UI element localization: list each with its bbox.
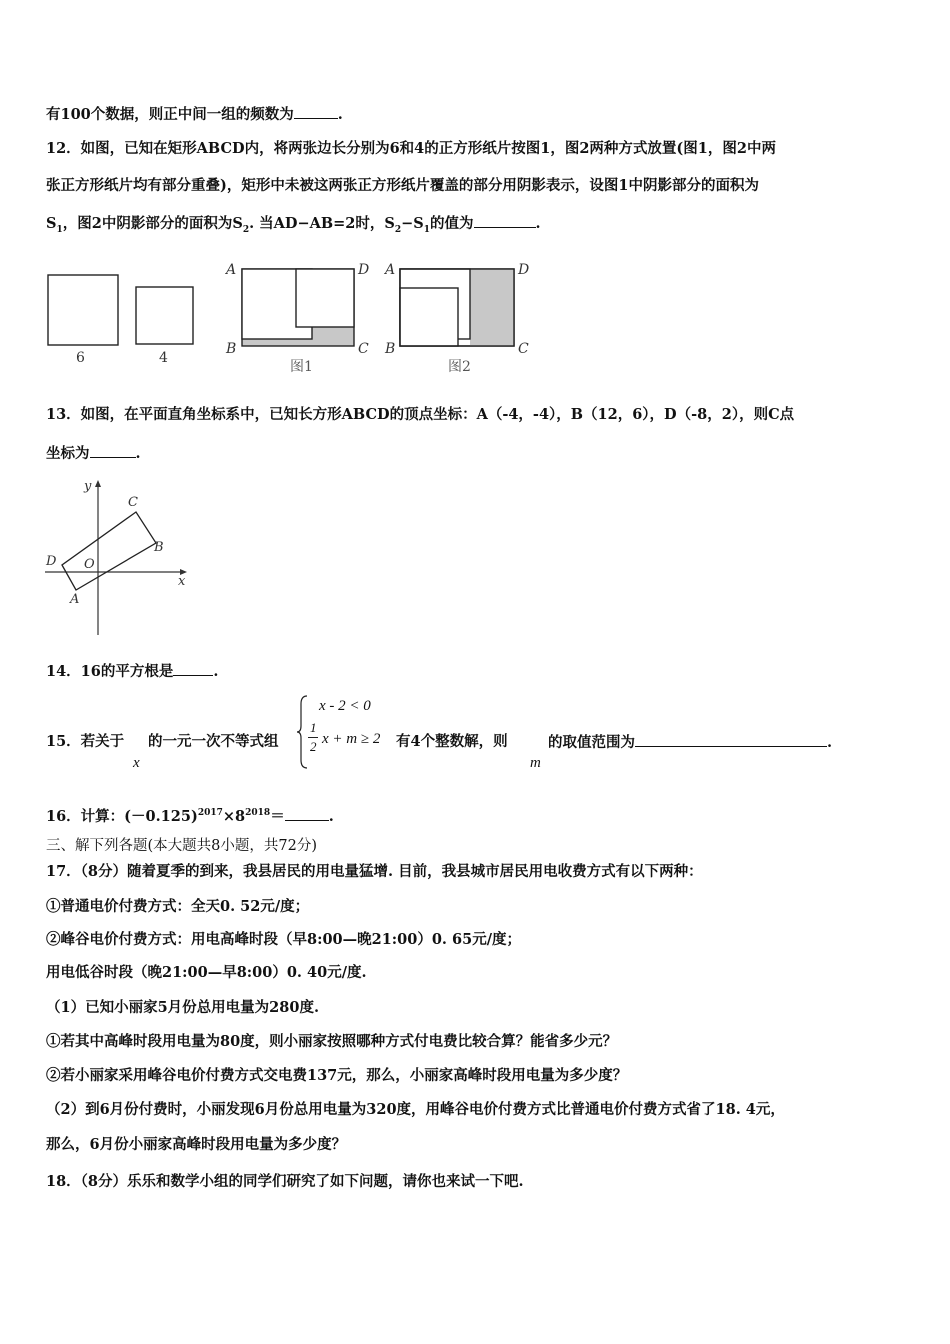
q15-fraction-denominator: 2 — [310, 739, 317, 754]
axis-label-x: x — [178, 574, 186, 589]
fig1-caption: 图1 — [290, 359, 313, 375]
section-3-heading: 三、解下列各题(本大题共8小题，共72分) — [46, 838, 317, 854]
point-label-A: A — [70, 592, 80, 607]
origin-label: O — [84, 557, 95, 572]
q16-mid: ×8 — [222, 807, 246, 825]
subscript: 1 — [423, 224, 431, 235]
axis-label-y: y — [84, 479, 92, 494]
q17-line6: ①若其中高峰时段用电量为80度，则小丽家按照哪种方式付电费比较合算？能省多少元？ — [46, 1033, 618, 1050]
q15-fraction-numerator: 1 — [310, 720, 317, 735]
q16-line — [46, 803, 334, 827]
fig2-square-4 — [400, 288, 458, 346]
answer-blank — [635, 732, 827, 747]
q15-inequality-2: x + m ≥ 2 — [322, 731, 381, 747]
answer-blank — [474, 213, 536, 228]
subscript: 2 — [242, 224, 250, 235]
q15-var-x: x — [133, 755, 140, 771]
s-symbol: S — [46, 215, 57, 232]
q17-line7: ②若小丽家采用峰谷电价付费方式交电费137元，那么，小丽家高峰时段用电量为多少度？ — [46, 1067, 628, 1084]
q16-prefix: 16．计算：(－0.125) — [46, 807, 198, 825]
q12-text-c: . 当AD−AB=2时，S — [249, 215, 395, 232]
q15-system-brace — [297, 694, 309, 770]
fig2-vertex-D: D — [518, 262, 530, 278]
fig2-vertex-A: A — [385, 262, 396, 278]
point-label-B: B — [154, 540, 164, 555]
q15-inequality-1: x - 2 < 0 — [319, 698, 371, 714]
q17-line9: 那么，6月份小丽家高峰时段用电量为多少度？ — [46, 1136, 347, 1153]
square-4-label: 4 — [159, 350, 168, 366]
q14-period: . — [213, 663, 219, 680]
fig1-vertex-D: D — [358, 262, 370, 278]
q11-text: 有100个数据，则正中间一组的频数为 — [46, 106, 294, 123]
answer-blank — [173, 661, 213, 676]
q12-text-b: ，图2中阴影部分的面积为S — [62, 215, 243, 232]
q15-text-part3: 有4个整数解，则 — [396, 733, 508, 750]
q12-line3 — [46, 213, 541, 240]
q11-period: . — [337, 106, 343, 123]
answer-blank — [285, 806, 329, 821]
q16-equals: ＝ — [270, 807, 285, 825]
q15-text-part2: 的一元一次不等式组 — [148, 733, 279, 750]
q12-period: . — [535, 215, 541, 232]
q11-tail-line — [46, 104, 343, 125]
q13-period: . — [135, 445, 141, 462]
q16-period: . — [328, 807, 334, 825]
q12-line2: 张正方形纸片均有部分重叠)，矩形中未被这两张正方形纸片覆盖的部分用阴影表示，设图1中阴影部分的面积为 — [46, 177, 759, 194]
q17-line1: 17．（8分）随着夏季的到来，我县居民的用电量猛增. 目前，我县城市居民用电收费方式有以下两种： — [46, 863, 703, 880]
q15-text-part4 — [548, 732, 832, 753]
q17-line3: ②峰谷电价付费方式：用电高峰时段（早8:00—晚21:00）0. 65元/度； — [46, 931, 521, 948]
q15-text-part1: 15．若关于 — [46, 733, 125, 750]
q15-fraction-bar — [308, 737, 318, 738]
fig2-vertex-B: B — [385, 341, 396, 357]
q18-line1: 18．（8分）乐乐和数学小组的同学们研究了如下问题，请你也来试一下吧. — [46, 1173, 524, 1190]
q15-var-m: m — [530, 755, 541, 771]
square-6 — [48, 275, 118, 345]
rectangle-abcd — [62, 512, 156, 590]
q14-line — [46, 661, 218, 682]
q13-coordinate-figure — [40, 475, 200, 640]
square-6-label: 6 — [76, 350, 85, 366]
q12-line1: 12．如图，已知在矩形ABCD内，将两张边长分别为6和4的正方形纸片按图1，图2两种方式放置(图1，图2中两 — [46, 140, 776, 157]
exponent: 2017 — [197, 808, 223, 818]
q15-text-4: 的取值范围为 — [548, 734, 635, 751]
q17-line2: ①普通电价付费方式：全天0. 52元/度； — [46, 898, 310, 915]
fig1-square-4 — [296, 269, 354, 327]
q13-line1: 13．如图，在平面直角坐标系中，已知长方形ABCD的顶点坐标：A（-4，-4），B（12，6），D（-8，2），则C点 — [46, 406, 795, 423]
q15-period: . — [827, 734, 833, 751]
q13-text: 坐标为 — [46, 445, 90, 462]
answer-blank — [90, 443, 136, 458]
subscript: 1 — [56, 224, 63, 235]
q17-line5: （1）已知小丽家5月份总用电量为280度. — [46, 999, 319, 1016]
q12-text-d: −S — [401, 215, 424, 232]
fig2-vertex-C: C — [518, 341, 529, 357]
q12-text-e: 的值为 — [430, 215, 474, 232]
fig1-vertex-B: B — [226, 341, 237, 357]
fig2-caption: 图2 — [448, 359, 471, 375]
q13-line2 — [46, 443, 141, 464]
subscript: 2 — [394, 224, 402, 235]
point-label-C: C — [128, 495, 138, 510]
q17-line4: 用电低谷时段（晚21:00—早8:00）0. 40元/度. — [46, 964, 367, 981]
q14-text: 14．16的平方根是 — [46, 663, 174, 680]
exponent: 2018 — [245, 808, 271, 818]
fig1-vertex-C: C — [358, 341, 369, 357]
q12-figure — [40, 255, 540, 380]
q17-line8: （2）到6月份付费时，小丽发现6月份总用电量为320度，用峰谷电价付费方式比普通电价付费方式省了18. 4元， — [46, 1101, 785, 1118]
point-label-D: D — [46, 554, 57, 569]
square-4 — [136, 287, 193, 344]
answer-blank — [294, 104, 338, 119]
fig2-shaded-region — [470, 269, 514, 346]
y-axis-arrow — [95, 480, 101, 487]
fig1-vertex-A: A — [226, 262, 237, 278]
